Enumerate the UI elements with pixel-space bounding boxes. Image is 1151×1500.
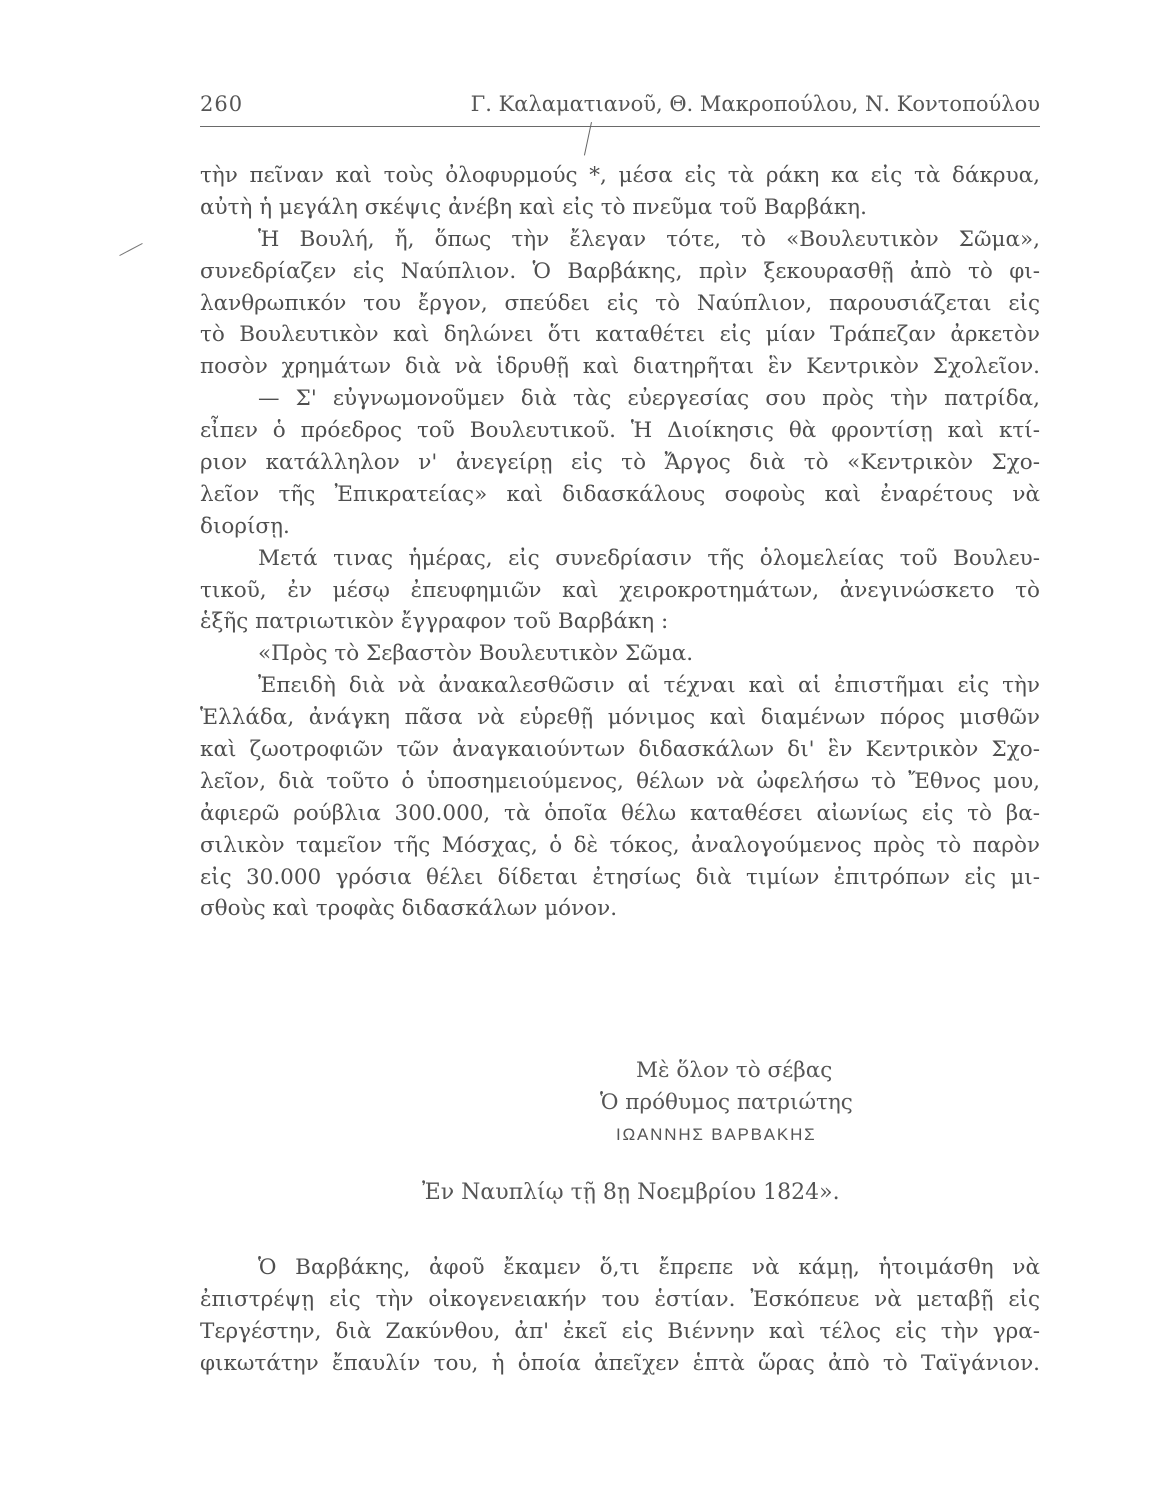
signature-name: ΙΩΑΝΝΗΣ ΒΑΡΒΑΚΗΣ [616, 1125, 817, 1144]
text-line: Ἡ Βουλή, ἤ, ὅπως τὴν ἔλεγαν τότε, τὸ «Βουλευτικὸν Σῶμα», [258, 226, 1040, 252]
text-line: ποσὸν χρημάτων διὰ νὰ ἱδρυθῇ καὶ διατηρῆται ἓν Κεντρικὸν Σχολεῖον. [200, 354, 1040, 380]
text-line: Ἐπειδὴ διὰ νὰ ἀνακαλεσθῶσιν αἱ τέχναι καὶ αἱ ἐπιστῆμαι εἰς τὴν [258, 673, 1040, 699]
text-line: σιλικὸν ταμεῖον τῆς Μόσχας, ὁ δὲ τόκος, ἀναλογούμενος πρὸς τὸ παρὸν [200, 832, 1040, 858]
pencil-tick-mark [584, 122, 592, 155]
running-head-authors: Γ. Καλαματιανοῦ, Θ. Μακροπούλου, Ν. Κοντοπούλου [470, 92, 1040, 116]
text-line: Μετά τινας ἡμέρας, εἰς συνεδρίασιν τῆς ὁλομελείας τοῦ Βουλευ- [258, 545, 1040, 571]
text-line: συνεδρίαζεν εἰς Ναύπλιον. Ὁ Βαρβάκης, πρὶν ξεκουρασθῇ ἀπὸ τὸ φι- [200, 258, 1040, 284]
text-line: εἶπεν ὁ πρόεδρος τοῦ Βουλευτικοῦ. Ἡ Διοίκησις θὰ φροντίσῃ καὶ κτί- [200, 418, 1040, 444]
text-line: φικωτάτην ἔπαυλίν του, ἡ ὁποία ἀπεῖχεν ἑπτὰ ὥρας ἀπὸ τὸ Ταϊγάνιον. [200, 1351, 1040, 1376]
margin-pencil-mark [119, 243, 142, 256]
text-line: τικοῦ, ἐν μέσῳ ἐπευφημιῶν καὶ χειροκροτημάτων, ἀνεγινώσκετο τὸ [200, 577, 1040, 603]
text-line: Τεργέστην, διὰ Ζακύνθου, ἀπ' ἐκεῖ εἰς Βιέννην καὶ τέλος εἰς τὴν γρα- [200, 1319, 1040, 1344]
signature-closing: Μὲ ὅλον τὸ σέβας [636, 1058, 833, 1083]
text-line: ἐπιστρέψῃ εἰς τὴν οἰκογενειακήν του ἑστίαν. Ἐσκόπευε νὰ μεταβῇ εἰς [200, 1287, 1040, 1312]
text-line: τὸ Βουλευτικὸν καὶ δηλώνει ὅτι καταθέτει εἰς μίαν Τράπεζαν ἀρκετὸν [200, 322, 1040, 348]
text-line: τὴν πεῖναν καὶ τοὺς ὀλοφυρμούς *, μέσα εἰς τὰ ράκη κα εἰς τὰ δάκρυα, [200, 163, 1040, 188]
header-rule [200, 126, 1040, 127]
text-line: σθοὺς καὶ τροφὰς διδασκάλων μόνον. [200, 896, 618, 922]
text-line: ἀφιερῶ ρούβλια 300.000, τὰ ὁποῖα θέλω καταθέσει αἰωνίως εἰς τὸ βα- [200, 800, 1040, 826]
page-number: 260 [200, 92, 244, 116]
text-line: — Σ' εὐγνωμονοῦμεν διὰ τὰς εὐεργεσίας σου πρὸς τὴν πατρίδα, [258, 386, 1040, 412]
closing-paragraph [200, 1252, 1040, 1380]
text-line: Ὁ Βαρβάκης, ἀφοῦ ἔκαμεν ὅ,τι ἔπρεπε νὰ κάμῃ, ἡτοιμάσθη νὰ [258, 1255, 1040, 1280]
text-line: ριον κατάλληλον ν' ἀνεγείρῃ εἰς τὸ Ἄργος διὰ τὸ «Κεντρικὸν Σχο- [200, 450, 1040, 476]
text-line: αὐτὴ ἡ μεγάλη σκέψις ἀνέβη καὶ εἰς τὸ πνεῦμα τοῦ Βαρβάκη. [200, 194, 867, 220]
text-line: λανθρωπικόν του ἔργον, σπεύδει εἰς τὸ Ναύπλιον, παρουσιάζεται εἰς [200, 290, 1040, 316]
main-text-block [200, 160, 1040, 925]
letter-signature [580, 1055, 900, 1151]
text-line: εἰς 30.000 γρόσια θέλει δίδεται ἐτησίως διὰ τιμίων ἐπιτρόπων εἰς μι- [200, 864, 1040, 890]
text-line: λεῖον τῆς Ἐπικρατείας» καὶ διδασκάλους σοφοὺς καὶ ἐναρέτους νὰ [200, 481, 1040, 507]
text-line: Ἑλλάδα, ἀνάγκη πᾶσα νὰ εὑρεθῇ μόνιμος καὶ διαμένων πόρος μισθῶν [200, 705, 1040, 731]
text-line: διορίσῃ. [200, 513, 290, 539]
signature-title: Ὁ πρόθυμος πατριώτης [600, 1090, 853, 1115]
text-line: «Πρὸς τὸ Σεβαστὸν Βουλευτικὸν Σῶμα. [258, 641, 694, 667]
letter-place-date: Ἐν Ναυπλίῳ τῇ 8ῃ Νοεμβρίου 1824». [422, 1180, 840, 1205]
text-line: ἑξῆς πατριωτικὸν ἔγγραφον τοῦ Βαρβάκη : [200, 609, 669, 635]
page-header [200, 92, 1040, 126]
text-line: καὶ ζωοτροφιῶν τῶν ἀναγκαιούντων διδασκάλων δι' ἓν Κεντρικὸν Σχο- [200, 737, 1040, 763]
text-line: λεῖον, διὰ τοῦτο ὁ ὑποσημειούμενος, θέλων νὰ ὠφελήσω τὸ Ἔθνος μου, [200, 768, 1040, 794]
